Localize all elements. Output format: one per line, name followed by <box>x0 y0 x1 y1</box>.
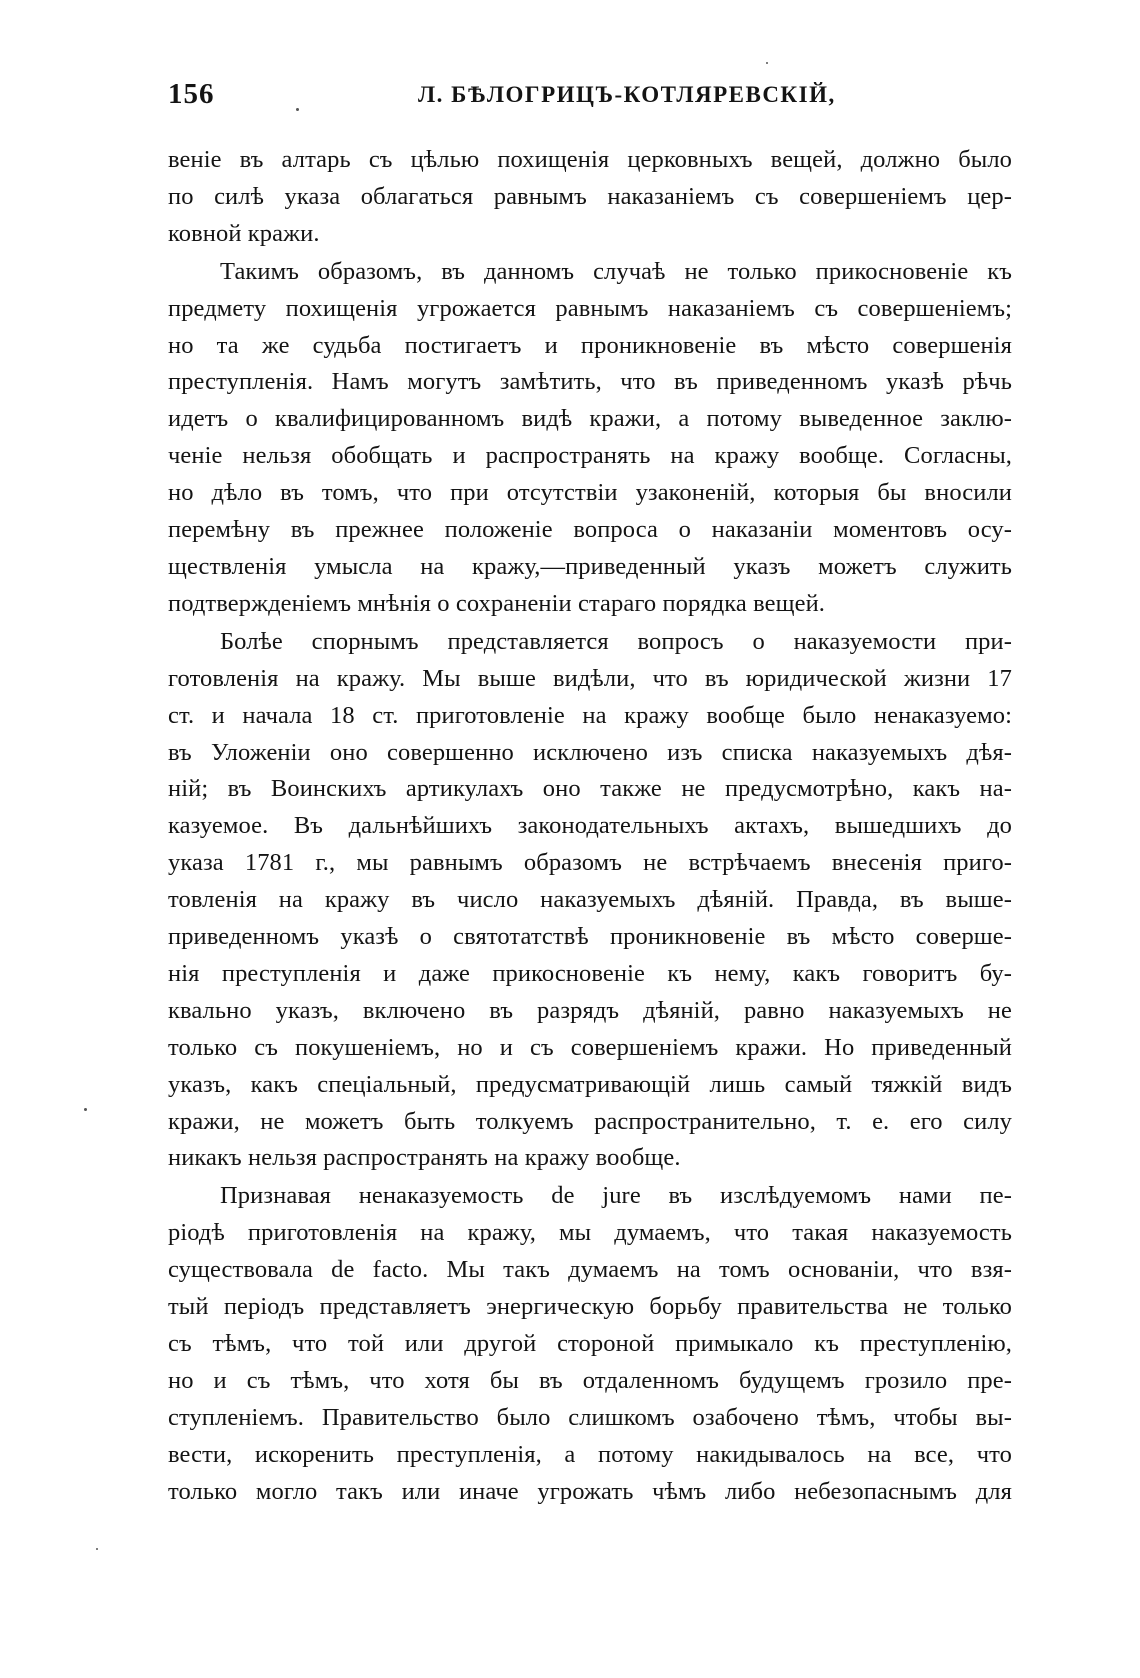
text-line: тый періодъ представляетъ энергическую борьбу правительства не только <box>168 1293 1012 1321</box>
text-line: только могло такъ или иначе угрожать чѣмъ либо небезопаснымъ для <box>168 1477 1012 1505</box>
text-line: перемѣну въ прежнее положеніе вопроса о наказаніи моментовъ осу- <box>168 516 1012 544</box>
text-line: но и съ тѣмъ, что хотя бы въ отдаленномъ будущемъ грозило пре- <box>168 1366 1012 1394</box>
text-line: приведенномъ указѣ о святотатствѣ проникновеніе въ мѣсто соверше- <box>168 923 1012 951</box>
text-line: казуемое. Въ дальнѣйшихъ законодательныхъ актахъ, вышедшихъ до <box>168 812 1012 840</box>
body-text <box>168 142 1012 1511</box>
text-line: идетъ о квалифицированномъ видѣ кражи, а потому выведенное заклю- <box>168 405 1012 433</box>
text-line: ній; въ Воинскихъ артикулахъ оно также не предусмотрѣно, какъ на- <box>168 775 1012 803</box>
text-line: кражи, не можетъ быть толкуемъ распространительно, т. е. его силу <box>168 1107 1012 1135</box>
print-speck <box>96 1548 98 1550</box>
paragraph <box>168 1178 1012 1510</box>
text-line: ществленія умысла на кражу,—приведенный указъ можетъ служить <box>168 552 1012 580</box>
text-line: квально указъ, включено въ разрядъ дѣяній, равно наказуемыхъ не <box>168 996 1012 1024</box>
text-line: Признавая ненаказуемость de jure въ изслѣдуемомъ нами пе- <box>220 1182 1012 1210</box>
text-line: съ тѣмъ, что той или другой стороной примыкало къ преступленію, <box>168 1330 1012 1357</box>
text-line: Такимъ образомъ, въ данномъ случаѣ не только прикосновеніе къ <box>220 257 1012 285</box>
print-speck <box>84 1108 87 1111</box>
text-line: нія преступленія и даже прикосновеніе къ нему, какъ говоритъ бу- <box>168 959 1012 987</box>
text-line: ст. и начала 18 ст. приготовленіе на кражу вообще было ненаказуемо: <box>168 701 1012 729</box>
text-line: ченіе нельзя обобщать и распространять на кражу вообще. Согласны, <box>168 442 1012 470</box>
text-line: Болѣе спорнымъ представляется вопросъ о наказуемости при- <box>220 627 1012 655</box>
page-header <box>168 78 1012 118</box>
text-line: никакъ нельзя распространять на кражу вообще. <box>168 1144 681 1172</box>
text-line: ковной кражи. <box>168 219 320 247</box>
text-line: веніе въ алтарь съ цѣлью похищенія церковныхъ вещей, должно было <box>168 146 1012 173</box>
paragraph <box>168 624 1012 1178</box>
text-line: готовленія на кражу. Мы выше видѣли, что въ юридической жизни 17 <box>168 664 1012 692</box>
text-line: подтвержденіемъ мнѣнія о сохраненіи стараго порядка вещей. <box>168 589 826 617</box>
text-line: по силѣ указа облагаться равнымъ наказаніемъ съ совершеніемъ цер- <box>168 182 1012 210</box>
running-head: Л. БѢЛОГРИЦЪ-КОТЛЯРЕВСКІЙ, <box>418 82 836 107</box>
print-speck <box>296 108 299 111</box>
text-line: предмету похищенія угрожается равнымъ наказаніемъ съ совершеніемъ; <box>168 294 1012 322</box>
text-line: вести, искоренить преступленія, а потому накидывалось на все, что <box>168 1440 1012 1468</box>
text-line: но та же судьба постигаетъ и проникновеніе въ мѣсто совершенія <box>168 331 1012 359</box>
text-line: но дѣло въ томъ, что при отсутствіи узаконеній, которыя бы вносили <box>168 479 1012 507</box>
text-line: указа 1781 г., мы равнымъ образомъ не встрѣчаемъ внесенія приго- <box>168 849 1012 877</box>
print-speck <box>766 62 768 64</box>
text-line: указъ, какъ спеціальный, предусматривающій лишь самый тяжкій видъ <box>168 1070 1012 1098</box>
paragraph <box>168 254 1012 623</box>
text-line: ріодѣ приготовленія на кражу, мы думаемъ, что такая наказуемость <box>168 1219 1012 1247</box>
text-line: существовала de facto. Мы такъ думаемъ на томъ основаніи, что взя- <box>168 1256 1012 1284</box>
text-line: ступленіемъ. Правительство было слишкомъ озабочено тѣмъ, чтобы вы- <box>168 1403 1012 1431</box>
text-line: преступленія. Намъ могутъ замѣтить, что въ приведенномъ указѣ рѣчь <box>168 368 1012 396</box>
text-line: только съ покушеніемъ, но и съ совершеніемъ кражи. Но приведенный <box>168 1033 1012 1061</box>
text-line: въ Уложеніи оно совершенно исключено изъ списка наказуемыхъ дѣя- <box>168 738 1012 766</box>
text-line: товленія на кражу въ число наказуемыхъ дѣяній. Правда, въ выше- <box>168 886 1012 914</box>
page-number: 156 <box>168 78 215 110</box>
paragraph <box>168 142 1012 253</box>
